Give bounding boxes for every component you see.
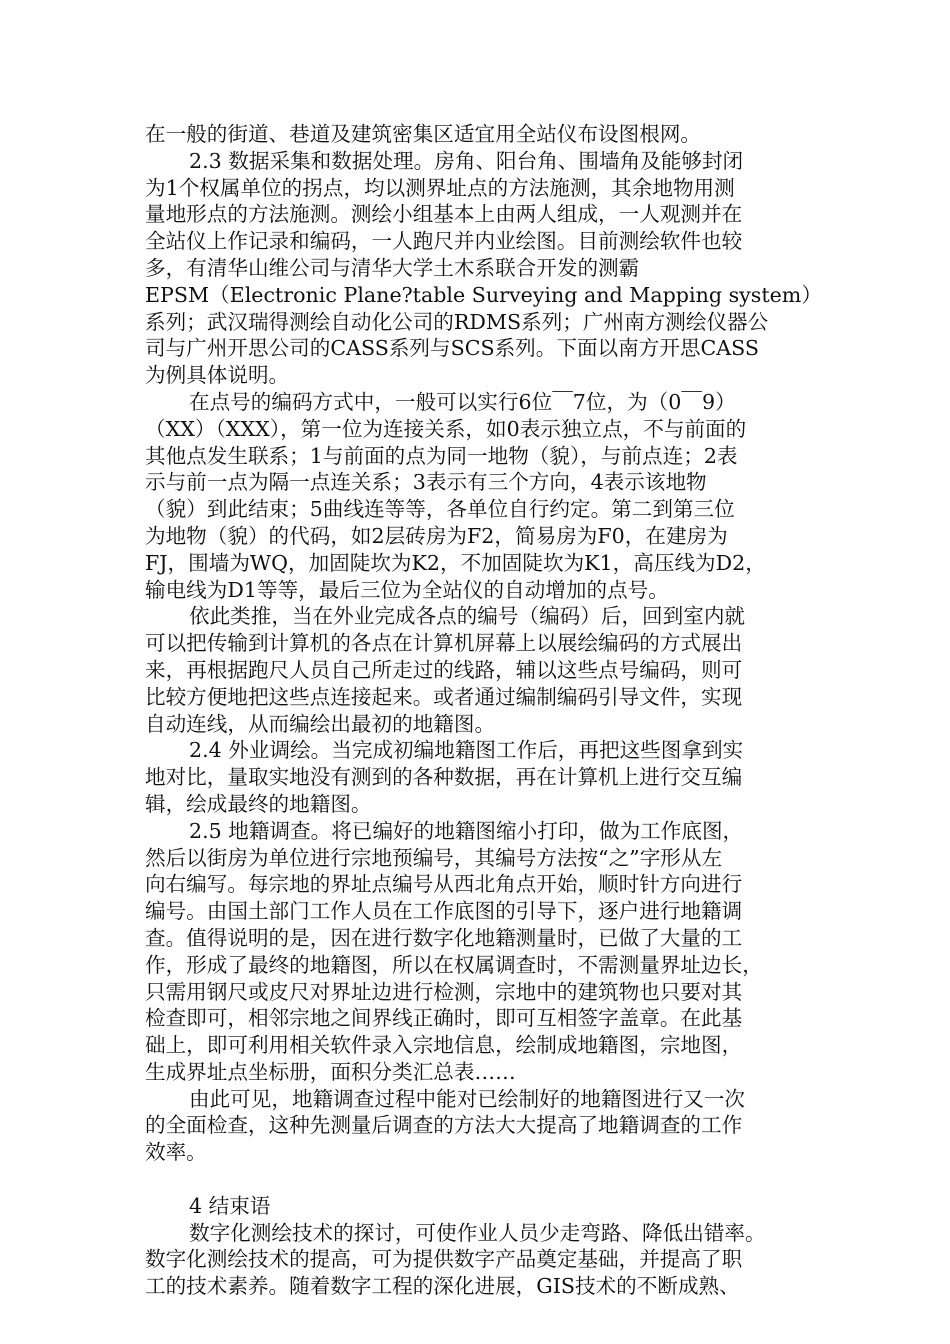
section-gap [145,1166,815,1193]
text-line: 量地形点的方法施测。测绘小组基本上由两人组成，一人观测并在 [145,202,743,227]
paragraph-start-line: 在点号的编码方式中，一般可以实行6位￣7位，为（0￣9） [189,389,736,414]
text-line: 的全面检查，这种先测量后调查的方法大大提高了地籍调查的工作 [145,1113,743,1138]
text-line: （XX）（XXX），第一位为连接关系，如0表示独立点，不与前面的 [145,416,747,441]
section-2-4-heading-line: 2.4 外业调绘。当完成初编地籍图工作后，再把这些图拿到实 [189,738,744,763]
paragraph-start-line: 数字化测绘技术的探讨，可使作业人员少走弯路、降低出错率。 [189,1220,766,1245]
text-line: 编号。由国土部门工作人员在工作底图的引导下，逐户进行地籍调 [145,899,743,924]
text-line: 多，有清华山维公司与清华大学土木系联合开发的测霸 [145,255,640,280]
text-line: （貌）到此结束；5曲线连等等，各单位自行约定。第二到第三位 [145,497,735,522]
text-line: 只需用钢尺或皮尺对界址边进行检测，宗地中的建筑物也只要对其 [145,979,743,1004]
text-line: 生成界址点坐标册，面积分类汇总表…… [145,1059,516,1084]
text-line: 自动连线，从而编绘出最初的地籍图。 [145,711,496,736]
section-2-3-heading-line: 2.3 数据采集和数据处理。房角、阳台角、围墙角及能够封闭 [189,148,744,173]
text-line: 辑，绘成最终的地籍图。 [145,791,372,816]
text-line: 示与前一点为隔一点连关系；3表示有三个方向，4表示该地物 [145,470,707,495]
section-4-heading: 4 结束语 [189,1193,271,1218]
text-line: 在一般的街道、巷道及建筑密集区适宜用全站仪布设图根网。 [145,122,702,146]
text-line: 作，形成了最终的地籍图，所以在权属调查时，不需测量界址边长， [145,952,763,977]
paragraph-start-line: 由此可见，地籍调查过程中能对已绘制好的地籍图进行又一次 [189,1086,746,1111]
text-line: 查。值得说明的是，因在进行数字化地籍测量时，已做了大量的工 [145,925,743,950]
text-line: 础上，即可利用相关软件录入宗地信息，绘制成地籍图，宗地图， [145,1033,743,1058]
text-line: 系列；武汉瑞得测绘自动化公司的RDMS系列；广州南方测绘仪器公 [145,309,769,334]
text-line: 输电线为D1等等，最后三位为全站仪的自动增加的点号。 [145,577,669,602]
text-line: 其他点发生联系；1与前面的点为同一地物（貌），与前点连；2表 [145,443,738,468]
text-line: 为1个权属单位的拐点，均以测界址点的方法施测，其余地物用测 [145,175,735,200]
section-2-5-heading-line: 2.5 地籍调查。将已编好的地籍图缩小打印，做为工作底图， [189,818,744,843]
text-line: 向右编写。每宗地的界址点编号从西北角点开始，顺时针方向进行 [145,872,743,897]
text-line: 检查即可，相邻宗地之间界线正确时，即可互相签字盖章。在此基 [145,1006,743,1031]
text-line: 可以把传输到计算机的各点在计算机屏幕上以展绘编码的方式展出 [145,631,743,656]
text-line: 数字化测绘技术的提高，可为提供数字产品奠定基础，并提高了职 [145,1247,743,1272]
text-line: 工的技术素养。随着数字工程的深化进展，GIS技术的不断成熟、 [145,1274,740,1299]
text-line: 然后以街房为单位进行宗地预编号，其编号方法按“之”字形从左 [145,845,723,870]
text-line: 比较方便地把这些点连接起来。或者通过编制编码引导文件，实现 [145,684,743,709]
document-page [145,121,822,1300]
text-line: EPSM（Electronic Plane?table Surveying and Mapping system） [145,282,822,307]
text-line: FJ，围墙为WQ，加固陡坎为K2，不加固陡坎为K1，高压线为D2， [145,550,766,575]
text-line: 为例具体说明。 [145,363,290,388]
text-line: 全站仪上作记录和编码，一人跑尺并内业绘图。目前测绘软件也较 [145,229,743,254]
text-line: 为地物（貌）的代码，如2层砖房为F2，简易房为F0，在建房为 [145,523,728,548]
text-line: 效率。 [145,1140,207,1165]
text-line: 司与广州开思公司的CASS系列与SCS系列。下面以南方开思CASS [145,336,759,361]
paragraph-start-line: 依此类推，当在外业完成各点的编号（编码）后，回到室内就 [189,604,746,629]
text-line: 来，再根据跑尺人员自己所走过的线路，辅以这些点号编码，则可 [145,657,743,682]
text-line: 地对比，量取实地没有测到的各种数据，再在计算机上进行交互编 [145,765,743,790]
